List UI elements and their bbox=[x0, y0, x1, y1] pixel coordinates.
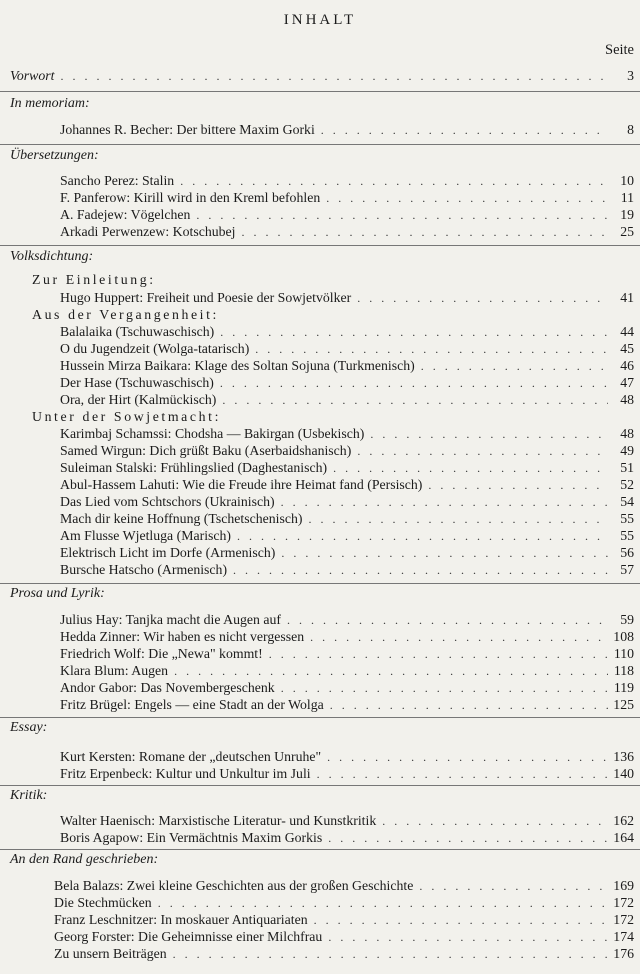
entry-page: 172 bbox=[613, 912, 634, 927]
entry-title: Walter Haenisch: Marxistische Literatur- und Kunstkritik bbox=[60, 813, 377, 828]
entry-title: Zu unsern Beiträgen bbox=[54, 946, 167, 961]
entry-title: Die Stechmücken bbox=[54, 895, 152, 910]
toc-entry bbox=[54, 878, 634, 894]
toc-entry bbox=[60, 528, 634, 544]
leader-dots bbox=[241, 224, 608, 240]
leader-dots bbox=[281, 494, 608, 510]
entry-title: Johannes R. Becher: Der bittere Maxim Gorki bbox=[60, 122, 315, 137]
section-title-prosa: Prosa und Lyrik: bbox=[10, 586, 105, 601]
toc-entry bbox=[60, 477, 634, 493]
entry-title: Franz Leschnitzer: In moskauer Antiquariaten bbox=[54, 912, 308, 927]
entry-page: 136 bbox=[613, 749, 634, 764]
entry-title: Suleiman Stalski: Frühlingslied (Daghestanisch) bbox=[60, 460, 328, 475]
leader-dots bbox=[281, 545, 608, 561]
toc-entry bbox=[60, 562, 634, 578]
entry-page: 45 bbox=[620, 341, 634, 356]
toc-entry bbox=[60, 813, 634, 829]
toc-entry bbox=[54, 912, 634, 928]
section-divider bbox=[0, 245, 640, 246]
entry-page: 125 bbox=[613, 697, 634, 712]
entry-title: Karimbaj Schamssi: Chodsha — Bakirgan (Usbekisch) bbox=[60, 426, 365, 441]
leader-dots bbox=[333, 460, 608, 476]
subsection-title-einleitung: Zur Einleitung: bbox=[32, 272, 156, 287]
entry-page: 162 bbox=[613, 813, 634, 828]
entry-page: 48 bbox=[620, 392, 634, 407]
leader-dots bbox=[421, 358, 608, 374]
toc-entry bbox=[60, 426, 634, 442]
entry-page: 51 bbox=[620, 460, 634, 475]
entry-page: 169 bbox=[613, 878, 634, 893]
entry-page: 47 bbox=[620, 375, 634, 390]
leader-dots bbox=[174, 663, 608, 679]
entry-page: 52 bbox=[620, 477, 634, 492]
leader-dots bbox=[233, 562, 608, 578]
entry-page: 119 bbox=[613, 680, 634, 695]
entry-title: Samed Wirgun: Dich grüßt Baku (Aserbaidshanisch) bbox=[60, 443, 352, 458]
entry-title: Arkadi Perwenzew: Kotschubej bbox=[60, 224, 236, 239]
toc-entry bbox=[60, 646, 634, 662]
entry-page: 10 bbox=[620, 173, 634, 188]
toc-entry bbox=[54, 929, 634, 945]
entry-page: 110 bbox=[613, 646, 634, 661]
leader-dots bbox=[428, 477, 608, 493]
toc-entry bbox=[60, 375, 634, 391]
leader-dots bbox=[60, 68, 608, 84]
leader-dots bbox=[173, 946, 608, 962]
section-divider bbox=[0, 144, 640, 145]
entry-title: Balalaika (Tschuwaschisch) bbox=[60, 324, 215, 339]
leader-dots bbox=[310, 629, 608, 645]
entry-title: Hussein Mirza Baikara: Klage des Soltan Sojuna (Turkmenisch) bbox=[60, 358, 415, 373]
entry-page: 174 bbox=[613, 929, 634, 944]
entry-page: 55 bbox=[620, 511, 634, 526]
entry-title: F. Panferow: Kirill wird in den Kreml befohlen bbox=[60, 190, 321, 205]
entry-title: Fritz Erpenbeck: Kultur und Unkultur im Juli bbox=[60, 766, 311, 781]
entry-title: Georg Forster: Die Geheimnisse einer Milchfrau bbox=[54, 929, 323, 944]
entry-title: O du Jugendzeit (Wolga-tatarisch) bbox=[60, 341, 250, 356]
toc-entry-vorwort bbox=[10, 68, 634, 84]
leader-dots bbox=[287, 612, 608, 628]
leader-dots bbox=[220, 375, 608, 391]
entry-page: 108 bbox=[613, 629, 634, 644]
toc-entry bbox=[60, 680, 634, 696]
toc-entry bbox=[60, 494, 634, 510]
leader-dots bbox=[357, 290, 608, 306]
entry-title: Friedrich Wolf: Die „Newa" kommt! bbox=[60, 646, 263, 661]
leader-dots bbox=[326, 190, 608, 206]
entry-page: 44 bbox=[620, 324, 634, 339]
section-divider bbox=[0, 717, 640, 718]
entry-title: Bela Balazs: Zwei kleine Geschichten aus der großen Geschichte bbox=[54, 878, 414, 893]
entry-title: Boris Agapow: Ein Vermächtnis Maxim Gorkis bbox=[60, 830, 323, 845]
toc-entry bbox=[60, 697, 634, 713]
entry-page: 41 bbox=[620, 290, 634, 305]
entry-page: 3 bbox=[627, 68, 634, 83]
entry-page: 140 bbox=[613, 766, 634, 781]
toc-entry bbox=[60, 830, 634, 846]
entry-title: Abul-Hassem Lahuti: Wie die Freude ihre Heimat fand (Persisch) bbox=[60, 477, 423, 492]
toc-entry bbox=[60, 460, 634, 476]
leader-dots bbox=[158, 895, 608, 911]
leader-dots bbox=[220, 324, 608, 340]
entry-title: A. Fadejew: Vögelchen bbox=[60, 207, 191, 222]
entry-page: 172 bbox=[613, 895, 634, 910]
page-title: INHALT bbox=[283, 12, 357, 28]
entry-title: Der Hase (Tschuwaschisch) bbox=[60, 375, 214, 390]
toc-entry bbox=[60, 629, 634, 645]
leader-dots bbox=[328, 830, 608, 846]
toc-entry bbox=[60, 545, 634, 561]
entry-title: Hedda Zinner: Wir haben es nicht vergessen bbox=[60, 629, 305, 644]
toc-entry bbox=[60, 122, 634, 138]
entry-page: 59 bbox=[620, 612, 634, 627]
toc-entry bbox=[60, 511, 634, 527]
toc-entry bbox=[60, 749, 634, 765]
entry-page: 164 bbox=[613, 830, 634, 845]
entry-title: Klara Blum: Augen bbox=[60, 663, 169, 678]
leader-dots bbox=[321, 122, 608, 138]
leader-dots bbox=[419, 878, 608, 894]
entry-title: Hugo Huppert: Freiheit und Poesie der Sowjetvölker bbox=[60, 290, 352, 305]
section-title-memoriam: In memoriam: bbox=[10, 96, 90, 111]
toc-entry bbox=[60, 663, 634, 679]
entry-page: 55 bbox=[620, 528, 634, 543]
subsection-title-vergangenheit: Aus der Vergangenheit: bbox=[32, 307, 219, 322]
entry-title: Julius Hay: Tanjka macht die Augen auf bbox=[60, 612, 282, 627]
page-column-label: Seite bbox=[605, 42, 634, 58]
leader-dots bbox=[327, 749, 608, 765]
entry-title: Elektrisch Licht im Dorfe (Armenisch) bbox=[60, 545, 276, 560]
entry-title: Kurt Kersten: Romane der „deutschen Unruhe" bbox=[60, 749, 322, 764]
entry-title: Mach dir keine Hoffnung (Tschetschenisch) bbox=[60, 511, 303, 526]
leader-dots bbox=[180, 173, 608, 189]
section-title-rand: An den Rand geschrieben: bbox=[10, 852, 159, 867]
entry-page: 176 bbox=[613, 946, 634, 961]
toc-entry bbox=[60, 224, 634, 240]
toc-entry bbox=[60, 173, 634, 189]
entry-title: Andor Gabor: Das Novembergeschenk bbox=[60, 680, 275, 695]
leader-dots bbox=[255, 341, 608, 357]
leader-dots bbox=[281, 680, 608, 696]
entry-page: 46 bbox=[620, 358, 634, 373]
entry-page: 57 bbox=[620, 562, 634, 577]
leader-dots bbox=[314, 912, 608, 928]
leader-dots bbox=[237, 528, 608, 544]
leader-dots bbox=[370, 426, 608, 442]
entry-page: 25 bbox=[620, 224, 634, 239]
leader-dots bbox=[317, 766, 608, 782]
toc-entry bbox=[60, 341, 634, 357]
entry-page: 11 bbox=[620, 190, 634, 205]
subsection-title-sowjetmacht: Unter der Sowjetmacht: bbox=[32, 409, 221, 424]
entry-title: Das Lied vom Schtschors (Ukrainisch) bbox=[60, 494, 275, 509]
toc-entry bbox=[60, 392, 634, 408]
leader-dots bbox=[222, 392, 608, 408]
entry-title: Am Flusse Wjetluga (Marisch) bbox=[60, 528, 232, 543]
toc-entry bbox=[60, 324, 634, 340]
section-title-kritik: Kritik: bbox=[10, 788, 48, 803]
leader-dots bbox=[196, 207, 608, 223]
entry-page: 56 bbox=[620, 545, 634, 560]
entry-page: 54 bbox=[620, 494, 634, 509]
entry-page: 48 bbox=[620, 426, 634, 441]
leader-dots bbox=[330, 697, 608, 713]
section-divider bbox=[0, 849, 640, 850]
entry-page: 118 bbox=[613, 663, 634, 678]
toc-entry bbox=[60, 443, 634, 459]
entry-page: 19 bbox=[620, 207, 634, 222]
toc-entry bbox=[60, 190, 634, 206]
leader-dots bbox=[357, 443, 608, 459]
section-title-volksdichtung: Volksdichtung: bbox=[10, 249, 94, 264]
toc-entry bbox=[60, 612, 634, 628]
leader-dots bbox=[382, 813, 608, 829]
entry-title: Bursche Hatscho (Armenisch) bbox=[60, 562, 228, 577]
entry-title: Ora, der Hirt (Kalmückisch) bbox=[60, 392, 217, 407]
section-title-uebersetzungen: Übersetzungen: bbox=[10, 148, 99, 163]
entry-page: 49 bbox=[620, 443, 634, 458]
leader-dots bbox=[269, 646, 608, 662]
entry-title: Fritz Brügel: Engels — eine Stadt an der Wolga bbox=[60, 697, 324, 712]
entry-page: 8 bbox=[627, 122, 634, 137]
entry-title: Vorwort bbox=[10, 68, 55, 83]
section-divider bbox=[0, 785, 640, 786]
leader-dots bbox=[328, 929, 608, 945]
toc-entry bbox=[60, 207, 634, 223]
toc-entry bbox=[60, 766, 634, 782]
toc-entry bbox=[54, 895, 634, 911]
section-title-essay: Essay: bbox=[10, 720, 48, 735]
toc-entry bbox=[54, 946, 634, 962]
section-divider bbox=[0, 583, 640, 584]
toc-entry bbox=[60, 358, 634, 374]
leader-dots bbox=[308, 511, 608, 527]
section-divider bbox=[0, 91, 640, 92]
toc-entry bbox=[60, 290, 634, 306]
entry-title: Sancho Perez: Stalin bbox=[60, 173, 175, 188]
